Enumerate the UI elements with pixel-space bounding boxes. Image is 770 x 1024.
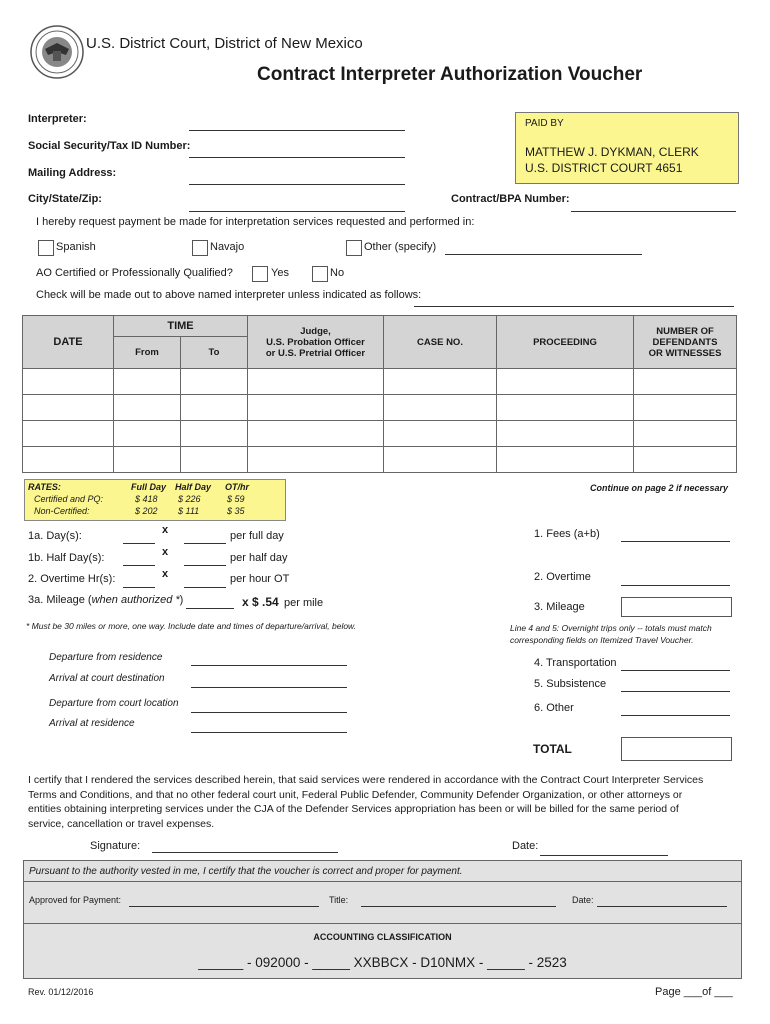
arr-court-label: Arrival at court destination — [49, 673, 165, 684]
mileage-close: ) — [179, 594, 184, 606]
date-field[interactable] — [540, 855, 668, 856]
navajo-label: Navajo — [210, 241, 245, 253]
other-total-label: 6. Other — [534, 702, 574, 714]
city-label: City/State/Zip: — [28, 193, 102, 205]
mileage-label — [28, 594, 183, 606]
rates-box — [24, 479, 286, 521]
interpreter-field[interactable] — [189, 130, 405, 131]
mileage-field[interactable] — [186, 608, 234, 609]
other-specify-field[interactable] — [445, 254, 642, 255]
paid-by-label: PAID BY — [525, 118, 564, 129]
table-row[interactable] — [23, 369, 737, 395]
other-label: Other (specify) — [364, 241, 437, 253]
full-day-amount[interactable] — [184, 543, 226, 544]
accounting-line: ______ - 092000 - _____ XXBBCX - D10NMX - _____ - 2523 — [198, 955, 567, 970]
x-1: x — [162, 524, 169, 536]
overtime-total-field[interactable] — [621, 585, 730, 586]
contract-field[interactable] — [571, 211, 736, 212]
dep-court-field[interactable] — [191, 712, 347, 713]
continue-text: Continue on page 2 if necessary — [590, 483, 729, 493]
city-field[interactable] — [189, 211, 405, 212]
other-checkbox[interactable] — [346, 240, 362, 256]
x-2: x — [162, 546, 169, 558]
rates-noncertified: Non-Certified: — [34, 506, 90, 516]
spanish-label: Spanish — [56, 241, 96, 253]
subsistence-field[interactable] — [621, 691, 730, 692]
overtime-field[interactable] — [123, 587, 155, 588]
col-def-line1: NUMBER OF — [656, 325, 714, 337]
request-text: I hereby request payment be made for interpretation services requested and performed in: — [36, 216, 475, 228]
approval-date-field[interactable] — [597, 906, 727, 907]
mileage-total-label: 3. Mileage — [534, 601, 585, 613]
arr-res-label: Arrival at residence — [49, 718, 135, 729]
table-row[interactable] — [23, 395, 737, 421]
col-time: TIME — [114, 316, 248, 337]
overtime-label: 2. Overtime Hr(s): — [28, 573, 116, 585]
mailing-field[interactable] — [189, 184, 405, 185]
rates-certified: Certified and PQ: — [34, 494, 104, 504]
col-date: DATE — [23, 316, 114, 369]
spanish-checkbox[interactable] — [38, 240, 54, 256]
court-seal — [30, 25, 84, 79]
revision: Rev. 01/12/2016 — [28, 987, 94, 997]
other-total-field[interactable] — [621, 715, 730, 716]
x-3: x — [162, 568, 169, 580]
rate-non-full: $ 202 — [135, 506, 158, 516]
contract-label: Contract/BPA Number: — [451, 193, 570, 205]
navajo-checkbox[interactable] — [192, 240, 208, 256]
col-judge-line2: U.S. Probation Officer — [266, 336, 365, 348]
rates-ot: OT/hr — [225, 482, 249, 492]
certify-line-4: service, cancellation or travel expenses. — [28, 817, 215, 830]
transportation-label: 4. Transportation — [534, 657, 617, 669]
certified-question: AO Certified or Professionally Qualified? — [36, 267, 233, 279]
signature-label: Signature: — [90, 840, 141, 852]
rate-non-half: $ 111 — [178, 506, 200, 516]
per-half-label: per half day — [230, 552, 288, 564]
total-label: TOTAL — [533, 742, 572, 756]
paid-by-box — [515, 112, 739, 184]
title-field[interactable] — [361, 906, 556, 907]
overnight-note-1: Line 4 and 5: Overnight trips only -- totals must match — [510, 623, 712, 633]
col-to: To — [181, 337, 248, 369]
certified-no-checkbox[interactable] — [312, 266, 328, 282]
mileage-rate: x $ .54 — [242, 595, 279, 609]
col-proceeding: PROCEEDING — [497, 316, 634, 369]
certified-yes-checkbox[interactable] — [252, 266, 268, 282]
fees-label: 1. Fees (a+b) — [534, 528, 600, 540]
pursuant-text: Pursuant to the authority vested in me, I certify that the voucher is correct and proper for payment. — [29, 866, 463, 877]
rates-half-day: Half Day — [175, 482, 212, 492]
table-row[interactable] — [23, 447, 737, 473]
services-table — [22, 315, 737, 473]
table-row[interactable] — [23, 421, 737, 447]
col-case: CASE NO. — [384, 316, 497, 369]
half-day-amount[interactable] — [184, 565, 226, 566]
certify-line-3: entities obtaining interpreting services under the CJA of the Defender Services appropriation has been or will be billed for the same period of — [28, 803, 679, 815]
overtime-amount[interactable] — [184, 587, 226, 588]
arr-res-field[interactable] — [191, 732, 347, 733]
accounting-label: ACCOUNTING CLASSIFICATION — [313, 932, 452, 942]
signature-field[interactable] — [152, 852, 338, 853]
dep-res-label: Departure from residence — [49, 652, 163, 663]
approved-label: Approved for Payment: — [29, 895, 122, 905]
ssn-field[interactable] — [189, 157, 405, 158]
per-full-label: per full day — [230, 530, 284, 542]
col-from: From — [114, 337, 181, 369]
certify-line-1: I certify that I rendered the services described herein, that said services were rendered in accordance with the Contract Court Interpreter Services — [28, 774, 704, 786]
fees-field[interactable] — [621, 541, 730, 542]
mileage-label-text: 3a. Mileage ( — [28, 594, 92, 606]
certified-no-label: No — [330, 267, 345, 279]
rate-non-ot: $ 35 — [227, 506, 245, 516]
title-label: Title: — [329, 895, 349, 905]
court-name: U.S. District Court, District of New Mexico — [86, 35, 363, 52]
per-mile-label: per mile — [284, 597, 324, 609]
approval-box — [23, 860, 742, 979]
mileage-note: * Must be 30 miles or more, one way. Include date and times of departure/arrival, below. — [26, 621, 357, 631]
ssn-label: Social Security/Tax ID Number: — [28, 140, 191, 152]
col-def-line2: DEFENDANTS — [652, 336, 718, 348]
col-judge-line3: or U.S. Pretrial Officer — [265, 347, 366, 359]
col-def-line3: OR WITNESSES — [648, 347, 722, 359]
mileage-when: when authorized * — [91, 594, 180, 606]
interpreter-label: Interpreter: — [28, 113, 87, 125]
certify-text — [28, 773, 748, 831]
mileage-total-field[interactable] — [621, 597, 732, 617]
col-judge-line1: Judge, — [300, 325, 331, 337]
per-hour-label: per hour OT — [230, 573, 290, 585]
dep-court-label: Departure from court location — [49, 698, 179, 709]
subsistence-label: 5. Subsistence — [534, 678, 607, 690]
days-field[interactable] — [123, 543, 155, 544]
dep-res-field[interactable] — [191, 665, 347, 666]
rate-cert-full: $ 418 — [135, 494, 158, 504]
col-defendants — [634, 316, 737, 369]
paid-by-line2: U.S. DISTRICT COURT 4651 — [525, 161, 683, 175]
mailing-label: Mailing Address: — [28, 167, 117, 179]
half-days-field[interactable] — [123, 565, 155, 566]
payee-field[interactable] — [414, 306, 734, 307]
check-text: Check will be made out to above named interpreter unless indicated as follows: — [36, 289, 422, 301]
rates-label: RATES: — [28, 482, 61, 492]
days-label: 1a. Day(s): — [28, 530, 82, 542]
total-field[interactable] — [621, 737, 732, 761]
arr-court-field[interactable] — [191, 687, 347, 688]
rate-cert-half: $ 226 — [178, 494, 201, 504]
certified-yes-label: Yes — [271, 267, 289, 279]
page-title: Contract Interpreter Authorization Voucher — [257, 64, 643, 85]
certify-line-2: Terms and Conditions, and that no other federal court unit, Federal Public Defender, Community Defender Organization, or other attorneys or — [28, 788, 683, 801]
rates-full-day: Full Day — [131, 482, 167, 492]
transportation-field[interactable] — [621, 670, 730, 671]
approved-field[interactable] — [129, 906, 319, 907]
half-days-label: 1b. Half Day(s): — [28, 552, 105, 564]
col-judge — [248, 316, 384, 369]
overtime-total-label: 2. Overtime — [534, 571, 591, 583]
approval-date-label: Date: — [572, 895, 594, 905]
date-label: Date: — [512, 840, 539, 852]
page-number: Page ___of ___ — [655, 986, 733, 998]
overnight-note-2: corresponding fields on Itemized Travel Voucher. — [510, 635, 694, 645]
paid-by-line1: MATTHEW J. DYKMAN, CLERK — [525, 145, 699, 159]
rate-cert-ot: $ 59 — [227, 494, 245, 504]
